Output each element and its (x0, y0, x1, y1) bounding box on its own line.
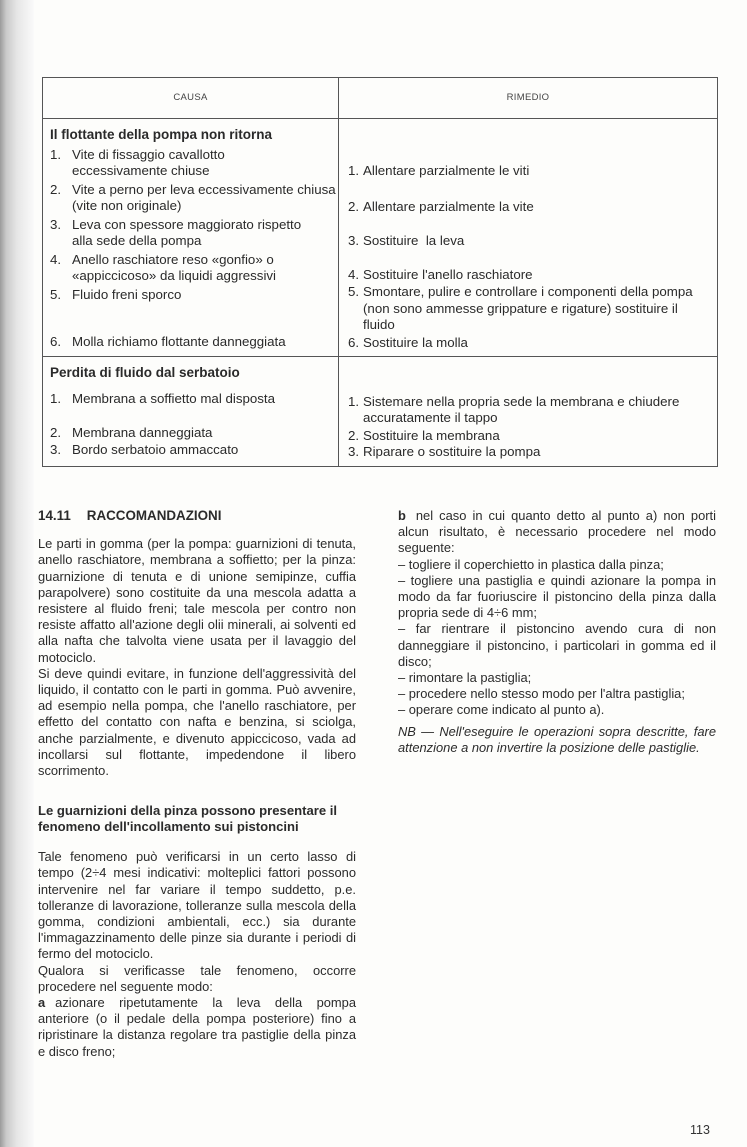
group-title: Perdita di fluido dal serbatoio (50, 364, 240, 380)
page-number: 113 (690, 1123, 710, 1137)
remedy-item (348, 267, 717, 284)
sub-heading: Le guarnizioni della pinza possono presentare il fenomeno dell'incollamento sui pistoncini (38, 803, 338, 835)
header-cause: CAUSA (43, 78, 339, 119)
item-number: 5. (50, 286, 62, 302)
remedy-item (348, 284, 717, 335)
item-number: 4. (50, 251, 62, 267)
dash-item: – far rientrare il pistoncino avendo cura di non danneggiare il pistoncino, i particolari in gomma ed il disco; (398, 621, 716, 669)
item-number: 3. (348, 233, 360, 248)
cause-item (50, 217, 338, 252)
remedy-item (348, 428, 717, 445)
remedy-item (348, 163, 717, 199)
item-number: 1. (50, 391, 62, 406)
item-number: 3. (50, 216, 62, 232)
item-text: Anello raschiatore reso «gonfio» o «appiccicoso» da liquidi aggressivi (72, 251, 277, 283)
item-text: Sostituire la leva (363, 233, 465, 248)
item-number: 2. (348, 199, 360, 214)
item-text: Allentare parzialmente le viti (363, 163, 530, 178)
remedy-item (348, 233, 717, 267)
item-text: Sostituire l'anello raschiatore (363, 267, 533, 282)
item-text: Bordo serbatoio ammaccato (72, 441, 239, 457)
item-text: Vite di fissaggio cavallotto eccessivamente chiuse (72, 146, 225, 178)
page-binding-shadow (0, 0, 34, 1147)
remedy-item (348, 335, 717, 352)
dash-item: – operare come indicato al punto a). (398, 702, 605, 718)
cause-cell (43, 356, 339, 466)
dash-item: – togliere una pastiglia e quindi azionare la pompa in modo da far fuoriuscire il pistoncino della pinza dalla propria sede di 4÷6 mm; (398, 572, 716, 621)
item-text: Fluido freni sporco (72, 286, 182, 302)
item-text: Molla richiamo flottante danneggiata (72, 333, 286, 349)
step-text: nel caso in cui quanto detto al punto a) non porti alcun risultato, è necessario procedere nel modo seguente: (398, 508, 716, 556)
cause-item (50, 442, 338, 459)
item-number: 6. (50, 333, 62, 349)
dash-item: – procedere nello stesso modo per l'altra pastiglia; (398, 686, 685, 702)
item-number: 6. (348, 335, 360, 350)
paragraph: Si deve quindi evitare, in funzione dell'aggressività del liquido, il contatto con le parti in gomma. Può avvenire, ad esempio nella pompa, che l'anello raschiatore, per effetto del contatto con nafta e benzina, si sciolga, anche parzialmente, e divenuto appiccicoso, vada ad incollarsi sul flottante, impedendone il libero scorrimento. (38, 665, 356, 779)
item-number: 3. (348, 444, 360, 459)
dash-item: – togliere il coperchietto in plastica dalla pinza; (398, 556, 664, 572)
cause-item (50, 147, 338, 182)
cause-item (50, 425, 338, 442)
item-number: 1. (348, 163, 360, 178)
step-letter: a (38, 995, 46, 1011)
item-number: 4. (348, 267, 360, 282)
remedy-item (348, 394, 717, 428)
item-text: Allentare parzialmente la vite (363, 199, 534, 214)
item-text: Vite a perno per leva eccessivamente chiusa (vite non originale) (72, 181, 336, 213)
item-text: Leva con spessore maggiorato rispetto alla sede della pompa (72, 216, 302, 248)
section-heading (38, 508, 356, 524)
table-header-row (43, 78, 718, 119)
cause-item (50, 391, 338, 425)
item-text: Riparare o sostituire la pompa (363, 444, 541, 459)
cause-cell (43, 119, 339, 357)
table-row (43, 119, 718, 357)
item-number: 2. (50, 425, 62, 440)
header-remedy: RIMEDIO (339, 78, 718, 119)
dash-item: – rimontare la pastiglia; (398, 670, 532, 686)
cause-item (50, 334, 338, 351)
remedy-item (348, 199, 717, 233)
table-row (43, 356, 718, 466)
step-letter: b (398, 508, 406, 523)
cause-item (50, 182, 338, 217)
item-number: 2. (348, 427, 360, 443)
paragraph: Le parti in gomma (per la pompa: guarnizioni di tenuta, anello raschiatore, membrana a soffietto; per la pinza: guarnizione di tenuta e di unione semipinze, cuffia parapolvere) sono costituite da una mescola adatta a resistere al fluido freni; tale mescola per contro non resiste affatto all'azione degli olii minerali, ai solventi ed alla nafta che talvolta viene usata per il lavaggio del motociclo. (38, 536, 356, 665)
left-text-column (38, 508, 356, 1060)
group-title: Il flottante della pompa non ritorna (50, 127, 273, 142)
remedy-cell (339, 119, 718, 357)
item-text: Membrana danneggiata (72, 425, 213, 440)
cause-item (50, 287, 338, 334)
section-number: 14.11 (38, 508, 71, 523)
item-text: Sistemare nella propria sede la membrana e chiudere accuratamente il tappo (363, 393, 680, 425)
item-text: Sostituire la molla (363, 335, 468, 350)
cause-item (50, 252, 338, 287)
item-number: 1. (50, 146, 62, 162)
paragraph: Qualora si verificasse tale fenomeno, occorre procedere nel seguente modo: (38, 962, 356, 994)
item-number: 1. (348, 393, 360, 409)
item-text: Membrana a soffietto mal disposta (72, 391, 276, 406)
troubleshooting-table (42, 77, 718, 467)
note: NB — Nell'eseguire le operazioni sopra descritte, fare attenzione a non invertire la posizione delle pastiglie. (398, 723, 716, 755)
step-text: azionare ripetutamente la leva della pompa anteriore (o il pedale della pompa posteriore) fino a ripristinare la distanza regolare tra pastiglie della pinza e disco freno; (38, 995, 356, 1059)
step-a (38, 995, 356, 1060)
step-b (398, 508, 716, 557)
paragraph: Tale fenomeno può verificarsi in un certo lasso di tempo (2÷4 mesi indicativi: molteplici fattori possono intervenire nel far variare il tempo suddetto, p.e. tolleranze di lavorazione, tolleranze sulla mescola della gomma, condizioni ambientali, ecc.) sia durante l'immagazzinamento delle pinze sia durante i periodi di fermo del motociclo. (38, 849, 356, 962)
item-text: Sostituire la membrana (363, 427, 500, 443)
item-number: 5. (348, 284, 360, 299)
item-text: Smontare, pulire e controllare i componenti della pompa (non sono ammesse grippature e rigature) sostituire il fluido (363, 284, 693, 332)
item-number: 3. (50, 441, 62, 457)
item-number: 2. (50, 181, 62, 197)
remedy-item (348, 444, 717, 461)
right-text-column (398, 508, 716, 756)
section-title: RACCOMANDAZIONI (86, 508, 222, 523)
remedy-cell (339, 356, 718, 466)
